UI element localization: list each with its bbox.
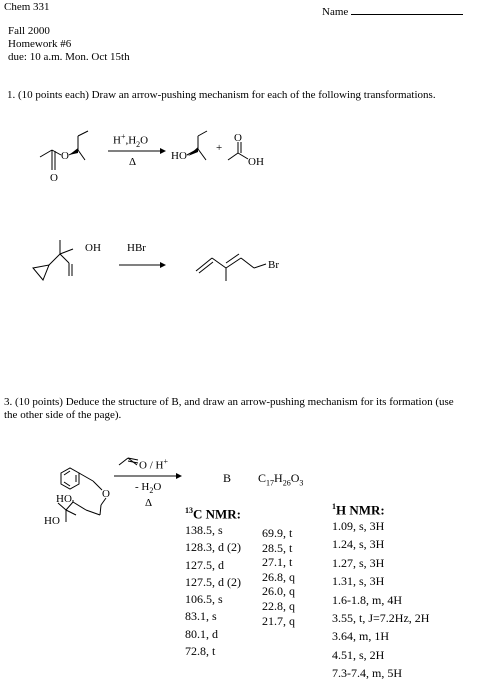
h1-peak: 3.55, t, J=7.2Hz, 2H (332, 610, 430, 625)
h1-peak: 3.64, m, 1H (332, 629, 389, 644)
rxn2-bromine: Br (268, 259, 279, 271)
rxn1-condition: Δ (129, 156, 137, 168)
reaction2-arrowhead (160, 262, 166, 268)
problem1-prompt: 1. (10 points each) Draw an arrow-pushing mechanism for each of the following transformations. (7, 89, 436, 101)
sec-butyl-chain2 (78, 131, 88, 136)
rxn3-reagent-o2: O (153, 481, 162, 493)
h1-peak: 1.09, s, 3H (332, 519, 385, 533)
formula-c-sub: 17 (266, 478, 275, 488)
benzene-inner3 (64, 482, 70, 486)
c13-col2 (262, 526, 295, 628)
rxn1-reagent (113, 130, 148, 151)
butanol-ho: HO (171, 150, 187, 162)
rxn2-reagent: HBr (127, 242, 146, 254)
formula-h: H (274, 471, 283, 485)
c13-peak: 83.1, s (185, 609, 217, 624)
c13-peak: 22.8, q (262, 598, 295, 613)
rxn1-reagent-sub: 2 (136, 139, 141, 149)
h1-nmr-heading (332, 500, 385, 516)
ether-oxygen: O (102, 488, 110, 500)
c13-peak: 26.8, q (262, 569, 295, 584)
rxn3-reagent-top (139, 455, 168, 473)
h1-peak: 1.27, s, 3H (332, 555, 385, 570)
name-label: Name (322, 6, 349, 18)
homework-number: Homework #6 (8, 38, 72, 50)
rxn3-reagent-bottom (135, 481, 161, 497)
benzyl-o (93, 481, 102, 490)
h1-peak: 1.31, s, 3H (332, 574, 385, 589)
rxn1-reagent-h2: ,H (125, 134, 137, 147)
chain-bond4 (241, 258, 254, 268)
benzene-inner1 (64, 471, 70, 475)
reaction3-arrowhead (176, 473, 182, 479)
c13-peak: 138.5, s (185, 523, 223, 537)
rxn3-reagent-minus-h: - H (135, 481, 150, 493)
carbinol-vinyl (60, 254, 69, 263)
acid-oh: OH (248, 156, 264, 168)
h1-sup: 1 (332, 502, 336, 511)
c13-peak: 27.1, t (262, 555, 293, 570)
rxn2-oh: OH (85, 242, 101, 254)
c13-peak: 28.5, t (262, 540, 293, 555)
butanol-methyl (198, 149, 206, 160)
ester-ca-o-bond (52, 150, 61, 155)
butanol-wedge (188, 147, 198, 156)
diene-bond3 (226, 258, 241, 268)
c13-nmr-heading (185, 504, 241, 520)
product-b: B (223, 471, 232, 485)
benzyl-ch2 (79, 473, 93, 481)
formula-c: C (258, 471, 267, 485)
c13-peak: 127.5, d (2) (185, 574, 241, 589)
acid-methyl (228, 153, 238, 160)
c13-peak: 26.0, q (262, 584, 295, 599)
product-formula (258, 472, 303, 489)
formula-o-sub: 3 (299, 478, 304, 488)
c13-peak: 21.7, q (262, 613, 295, 628)
h1-peak: 7.3-7.4, m, 5H (332, 666, 402, 681)
diene-bond2 (212, 258, 226, 268)
c13-label: C NMR: (193, 506, 242, 522)
rxn1-reagent-o: O (140, 134, 149, 147)
c13-sup: 13 (185, 506, 193, 515)
diol-ho2: HO (44, 515, 60, 527)
rxn3-condition: Δ (145, 497, 153, 509)
due-date: due: 10 a.m. Mon. Oct 15th (8, 51, 130, 63)
carbinol-oh-bond (60, 249, 73, 254)
c13-peak: 106.5, s (185, 592, 223, 607)
course-title: Chem 331 (4, 1, 50, 13)
rxn3-reagent-o: O (139, 459, 147, 472)
c13-peak: 128.3, d (2) (185, 540, 241, 555)
problem3-prompt-line2: the other side of the page). (4, 409, 122, 421)
ester-methyl-bond (40, 150, 52, 157)
butanol-chain2 (198, 131, 207, 136)
rxn1-reagent-h: H (113, 134, 121, 147)
c13-col1 (185, 523, 241, 661)
diol-ho1: HO (56, 493, 72, 505)
semester: Fall 2000 (8, 25, 50, 37)
rxn1-reagent-sup: + (120, 132, 126, 141)
acid-c-oh (238, 153, 248, 159)
rxn3-reagent-h: / H (146, 459, 164, 472)
c13-peak: 127.5, d (185, 557, 224, 572)
ether-chain3 (86, 510, 100, 515)
plus-sign: + (216, 142, 223, 154)
h1-label: H NMR: (336, 502, 385, 518)
reaction1-arrowhead (160, 148, 166, 154)
diene-bond3-double (226, 254, 239, 263)
cyclopropane-ring (33, 265, 49, 280)
c13-peak: 72.8, t (185, 644, 216, 659)
c13-peak: 80.1, d (185, 626, 218, 641)
problem3-prompt-line1: 3. (10 points) Deduce the structure of B, and draw an arrow-pushing mechanism for its formation (use (4, 396, 454, 408)
chain-bond5 (254, 264, 266, 268)
sec-butyl-methyl (78, 150, 85, 160)
ester-oxygen: O (61, 150, 69, 162)
cmeoh-methyl1 (66, 510, 76, 515)
ester-carbonyl-oxygen: O (50, 172, 58, 184)
h1-peak: 4.51, s, 2H (332, 647, 385, 662)
ether-chain2 (100, 505, 101, 515)
acetone-me1 (119, 458, 128, 465)
rxn3-reagent-sub: 2 (149, 486, 154, 496)
acid-carbonyl-oxygen: O (234, 132, 242, 144)
h1-list (332, 519, 429, 685)
c13-peak: 69.9, t (262, 526, 293, 540)
ring-to-carbinol (49, 254, 60, 265)
h1-peak: 1.6-1.8, m, 4H (332, 592, 402, 607)
chain-to-choh (73, 502, 86, 510)
h1-peak: 1.24, s, 3H (332, 537, 385, 552)
rxn3-reagent-sup: + (163, 457, 168, 466)
formula-o: O (290, 471, 300, 485)
formula-h-sub: 26 (282, 478, 291, 488)
